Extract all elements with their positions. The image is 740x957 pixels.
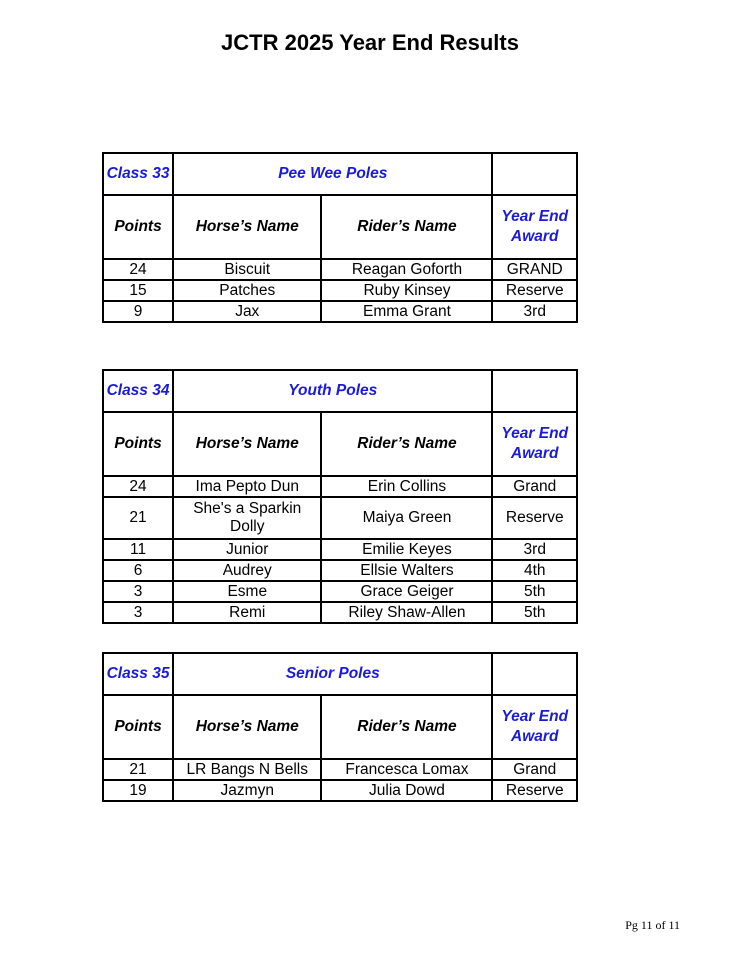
- rider-cell: Emilie Keyes: [321, 539, 492, 560]
- award-cell: Grand: [492, 759, 577, 780]
- class-name-cell: Senior Poles: [173, 653, 492, 695]
- points-header: Points: [103, 412, 173, 476]
- rider-cell: Reagan Goforth: [321, 259, 492, 280]
- class-name-cell: Pee Wee Poles: [173, 153, 492, 195]
- award-cell: GRAND: [492, 259, 577, 280]
- award-cell: Reserve: [492, 280, 577, 301]
- points-cell: 21: [103, 759, 173, 780]
- points-cell: 6: [103, 560, 173, 581]
- points-cell: 11: [103, 539, 173, 560]
- points-cell: 24: [103, 476, 173, 497]
- horse-cell: Junior: [173, 539, 321, 560]
- rider-cell: Ellsie Walters: [321, 560, 492, 581]
- award-cell: Grand: [492, 476, 577, 497]
- rider-cell: Emma Grant: [321, 301, 492, 322]
- horse-name-header: Horse’s Name: [173, 412, 321, 476]
- points-cell: 3: [103, 602, 173, 623]
- results-table-class-33: [102, 152, 578, 323]
- award-header: Year End Award: [492, 695, 577, 759]
- horse-cell: Jazmyn: [173, 780, 321, 801]
- points-cell: 24: [103, 259, 173, 280]
- class-name-cell: Youth Poles: [173, 370, 492, 412]
- table-row: [103, 539, 577, 560]
- award-cell: 4th: [492, 560, 577, 581]
- page-number: Pg 11 of 11: [625, 918, 680, 932]
- table-row: [103, 497, 577, 539]
- award-cell: 3rd: [492, 301, 577, 322]
- points-cell: 9: [103, 301, 173, 322]
- rider-name-header: Rider’s Name: [321, 195, 492, 259]
- points-cell: 21: [103, 497, 173, 539]
- table-row: [103, 602, 577, 623]
- horse-cell: Patches: [173, 280, 321, 301]
- table-row: [103, 581, 577, 602]
- table-row: [103, 280, 577, 301]
- award-cell: 3rd: [492, 539, 577, 560]
- empty-cell: [492, 653, 577, 695]
- horse-cell: Ima Pepto Dun: [173, 476, 321, 497]
- table-row: [103, 259, 577, 280]
- rider-cell: Grace Geiger: [321, 581, 492, 602]
- rider-name-header: Rider’s Name: [321, 412, 492, 476]
- rider-cell: Erin Collins: [321, 476, 492, 497]
- horse-cell: Esme: [173, 581, 321, 602]
- horse-name-header: Horse’s Name: [173, 195, 321, 259]
- empty-cell: [492, 370, 577, 412]
- award-cell: Reserve: [492, 497, 577, 539]
- award-header: Year End Award: [492, 195, 577, 259]
- points-cell: 3: [103, 581, 173, 602]
- award-cell: 5th: [492, 602, 577, 623]
- points-header: Points: [103, 195, 173, 259]
- class-number-cell: Class 33: [103, 153, 173, 195]
- results-table-class-35: [102, 652, 578, 802]
- rider-name-header: Rider’s Name: [321, 695, 492, 759]
- table-row: [103, 301, 577, 322]
- horse-name-header: Horse’s Name: [173, 695, 321, 759]
- rider-cell: Julia Dowd: [321, 780, 492, 801]
- horse-cell: Jax: [173, 301, 321, 322]
- horse-cell: She's a Sparkin Dolly: [173, 497, 321, 539]
- rider-cell: Maiya Green: [321, 497, 492, 539]
- results-table-class-34: [102, 369, 578, 624]
- horse-cell: Biscuit: [173, 259, 321, 280]
- page-title: JCTR 2025 Year End Results: [221, 30, 519, 55]
- horse-cell: Audrey: [173, 560, 321, 581]
- rider-cell: Ruby Kinsey: [321, 280, 492, 301]
- table-row: [103, 780, 577, 801]
- award-header: Year End Award: [492, 412, 577, 476]
- horse-cell: Remi: [173, 602, 321, 623]
- table-row: [103, 560, 577, 581]
- award-cell: Reserve: [492, 780, 577, 801]
- empty-cell: [492, 153, 577, 195]
- table-row: [103, 476, 577, 497]
- points-cell: 15: [103, 280, 173, 301]
- class-number-cell: Class 34: [103, 370, 173, 412]
- points-header: Points: [103, 695, 173, 759]
- table-row: [103, 759, 577, 780]
- points-cell: 19: [103, 780, 173, 801]
- rider-cell: Francesca Lomax: [321, 759, 492, 780]
- horse-cell: LR Bangs N Bells: [173, 759, 321, 780]
- rider-cell: Riley Shaw-Allen: [321, 602, 492, 623]
- class-number-cell: Class 35: [103, 653, 173, 695]
- award-cell: 5th: [492, 581, 577, 602]
